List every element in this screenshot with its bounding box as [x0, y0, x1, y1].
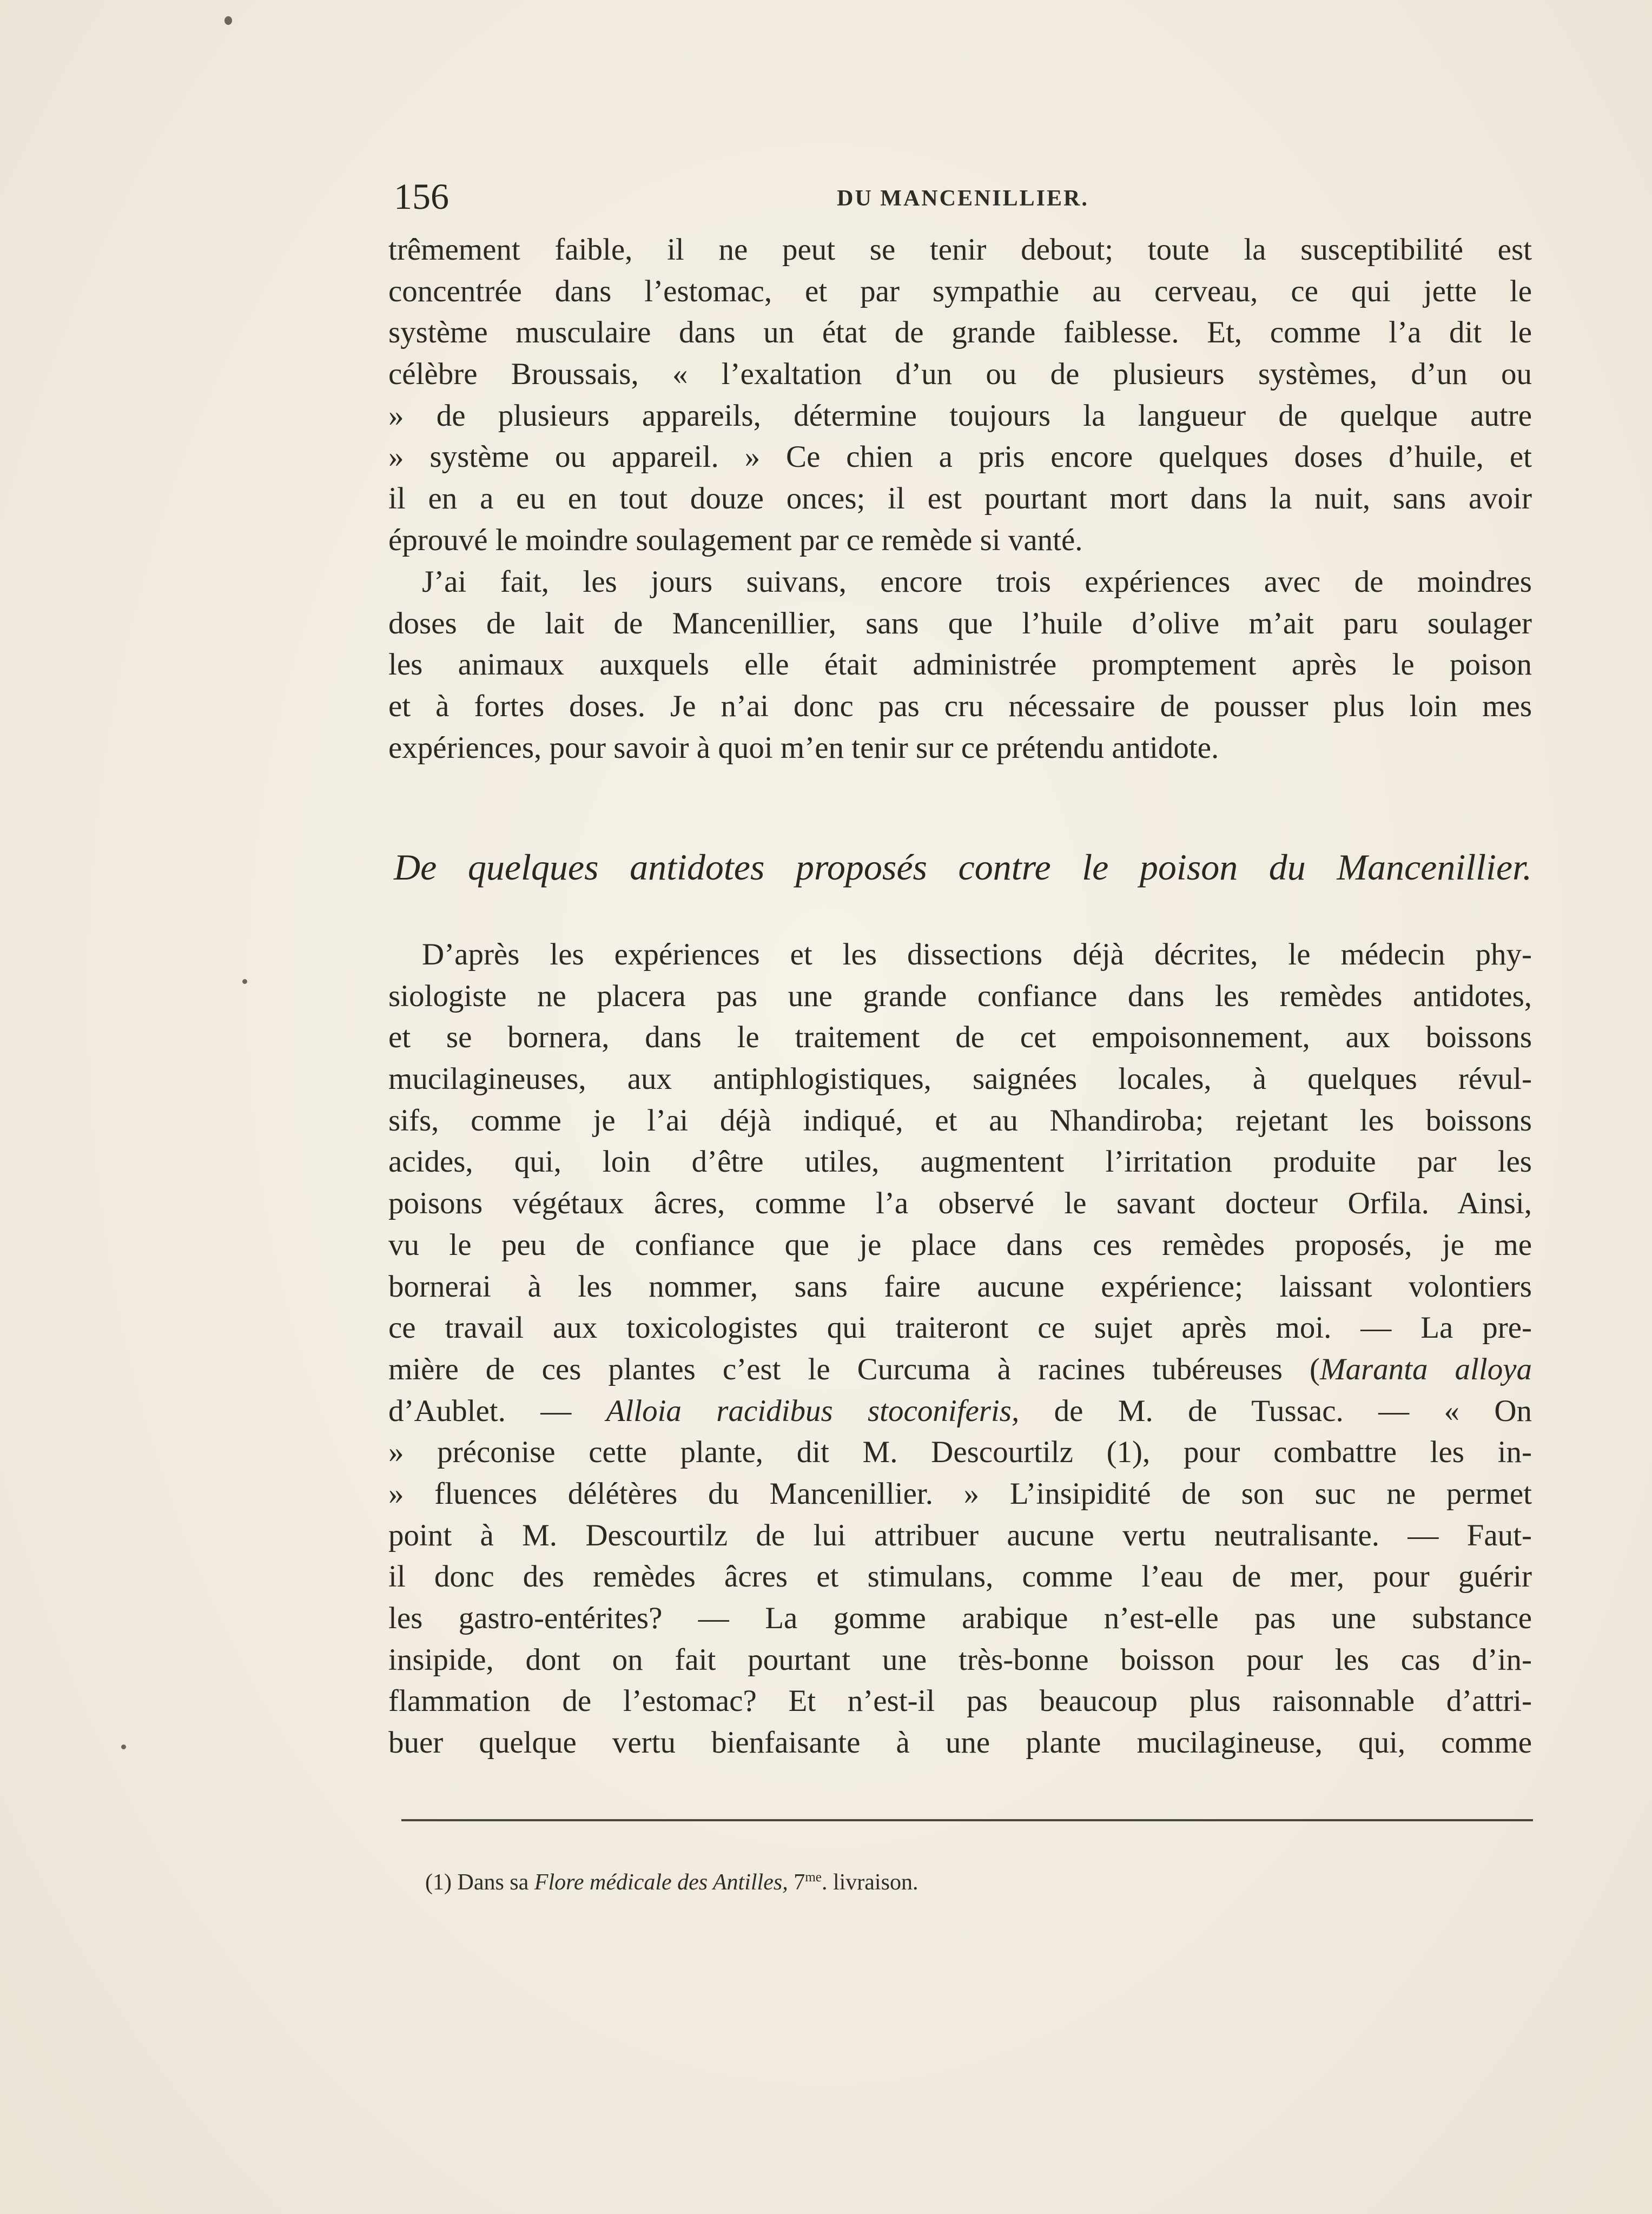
paper-speck — [242, 979, 247, 984]
text-line: sifs, comme je l’ai déjà indiqué, et au Nhandiroba; rejetant les boissons — [388, 1103, 1532, 1138]
text-line — [388, 1391, 1532, 1432]
footnote-text: . livraison. — [821, 1870, 918, 1895]
text-line: » fluences délétères du Mancenillier. » L’insipidité de son suc ne permet — [388, 1476, 1532, 1511]
text-line: célèbre Broussais, « l’exaltation d’un ou de plusieurs systèmes, d’un ou — [388, 357, 1532, 392]
text-line: système musculaire dans un état de grande faiblesse. Et, comme l’a dit le — [388, 315, 1532, 350]
text-line: éprouvé le moindre soulagement par ce remède si vanté. — [388, 523, 1083, 557]
page-number: 156 — [394, 176, 449, 217]
text-line: ce travail aux toxicologistes qui traiteront ce sujet après moi. — La pre- — [388, 1311, 1532, 1345]
text-line: il en a eu en tout douze onces; il est pourtant mort dans la nuit, sans avoir — [388, 481, 1532, 516]
text-line: acides, qui, loin d’être utiles, augmentent l’irritation produite par les — [388, 1145, 1532, 1179]
paragraph-olive-oil — [388, 561, 1532, 769]
text-line: D’après les expériences et les dissections déjà décrites, le médecin phy- — [422, 937, 1532, 971]
species-name: Alloia racidibus stoconiferis, — [606, 1393, 1020, 1428]
text-line: trêmement faible, il ne peut se tenir debout; toute la susceptibilité est — [388, 233, 1532, 267]
page-header — [394, 172, 1532, 221]
footnote-book-title: Flore médicale des Antilles, — [534, 1870, 788, 1895]
text-line: » de plusieurs appareils, détermine toujours la langueur de quelque autre — [388, 398, 1532, 433]
text-line: » préconise cette plante, dit M. Descourtilz (1), pour combattre les in- — [388, 1435, 1532, 1470]
text-line: il donc des remèdes âcres et stimulans, comme l’eau de mer, pour guérir — [388, 1559, 1532, 1594]
text-line: poisons végétaux âcres, comme l’a observé le savant docteur Orfila. Ainsi, — [388, 1186, 1532, 1221]
footnote-text: Dans sa — [451, 1870, 534, 1895]
running-head: DU MANCENILLIER. — [837, 186, 1089, 211]
species-name: Maranta alloya — [1320, 1352, 1532, 1386]
text-line: concentrée dans l’estomac, et par sympathie au cerveau, ce qui jette le — [388, 274, 1532, 308]
text-line: les gastro-entérites? — La gomme arabique n’est-elle pas une substance — [388, 1601, 1532, 1635]
paper-speck — [121, 1744, 126, 1749]
text-line: buer quelque vertu bienfaisante à une plante mucilagineuse, qui, comme — [388, 1726, 1532, 1760]
text-line: doses de lait de Mancenillier, sans que l’huile d’olive m’ait paru soulager — [388, 606, 1532, 640]
text-line: point à M. Descourtilz de lui attribuer aucune vertu neutralisante. — Faut- — [388, 1518, 1532, 1552]
text-line: siologiste ne placera pas une grande confiance dans les remèdes antidotes, — [388, 979, 1532, 1013]
text-line — [388, 1349, 1532, 1391]
footnote-superscript: me — [805, 1870, 822, 1885]
text-line: bornerai à les nommer, sans faire aucune expérience; laissant volontiers — [388, 1269, 1532, 1304]
text-line: et se bornera, dans le traitement de cet empoisonnement, aux boissons — [388, 1020, 1532, 1055]
text-line: expériences, pour savoir à quoi m’en tenir sur ce prétendu antidote. — [388, 730, 1219, 765]
footnote — [425, 1866, 1291, 1899]
text-line: vu le peu de confiance que je place dans ces remèdes proposés, je me — [388, 1227, 1532, 1262]
text-line: mucilagineuses, aux antiphlogistiques, saignées locales, à quelques révul- — [388, 1062, 1532, 1096]
text-segment: mière de ces plantes c’est le Curcuma à racines tubéreuses ( — [388, 1352, 1320, 1386]
text-line: insipide, dont on fait pourtant une très-bonne boisson pour les cas d’in- — [388, 1642, 1532, 1677]
section-heading: De quelques antidotes proposés contre le poison du Mancenillier. — [394, 847, 1532, 888]
footnote-rule — [401, 1819, 1533, 1821]
text-line: » système ou appareil. » Ce chien a pris encore quelques doses d’huile, et — [388, 440, 1532, 474]
text-line: flammation de l’estomac? Et n’est-il pas beaucoup plus raisonnable d’attri- — [388, 1684, 1532, 1719]
footnote-number: 7 — [788, 1870, 805, 1895]
paragraph-continuation — [388, 229, 1532, 561]
text-segment: de M. de Tussac. — « On — [1019, 1393, 1532, 1428]
text-line: les animaux auxquels elle était administrée promptement après le poison — [388, 647, 1532, 682]
paper-speck — [224, 16, 232, 25]
text-segment: d’Aublet. — — [388, 1393, 606, 1428]
footnote-marker: (1) — [425, 1870, 452, 1895]
text-line: et à fortes doses. Je n’ai donc pas cru nécessaire de pousser plus loin mes — [388, 689, 1532, 724]
paragraph-antidotes — [388, 934, 1532, 1764]
text-line: J’ai fait, les jours suivans, encore trois expériences avec de moindres — [422, 565, 1532, 599]
